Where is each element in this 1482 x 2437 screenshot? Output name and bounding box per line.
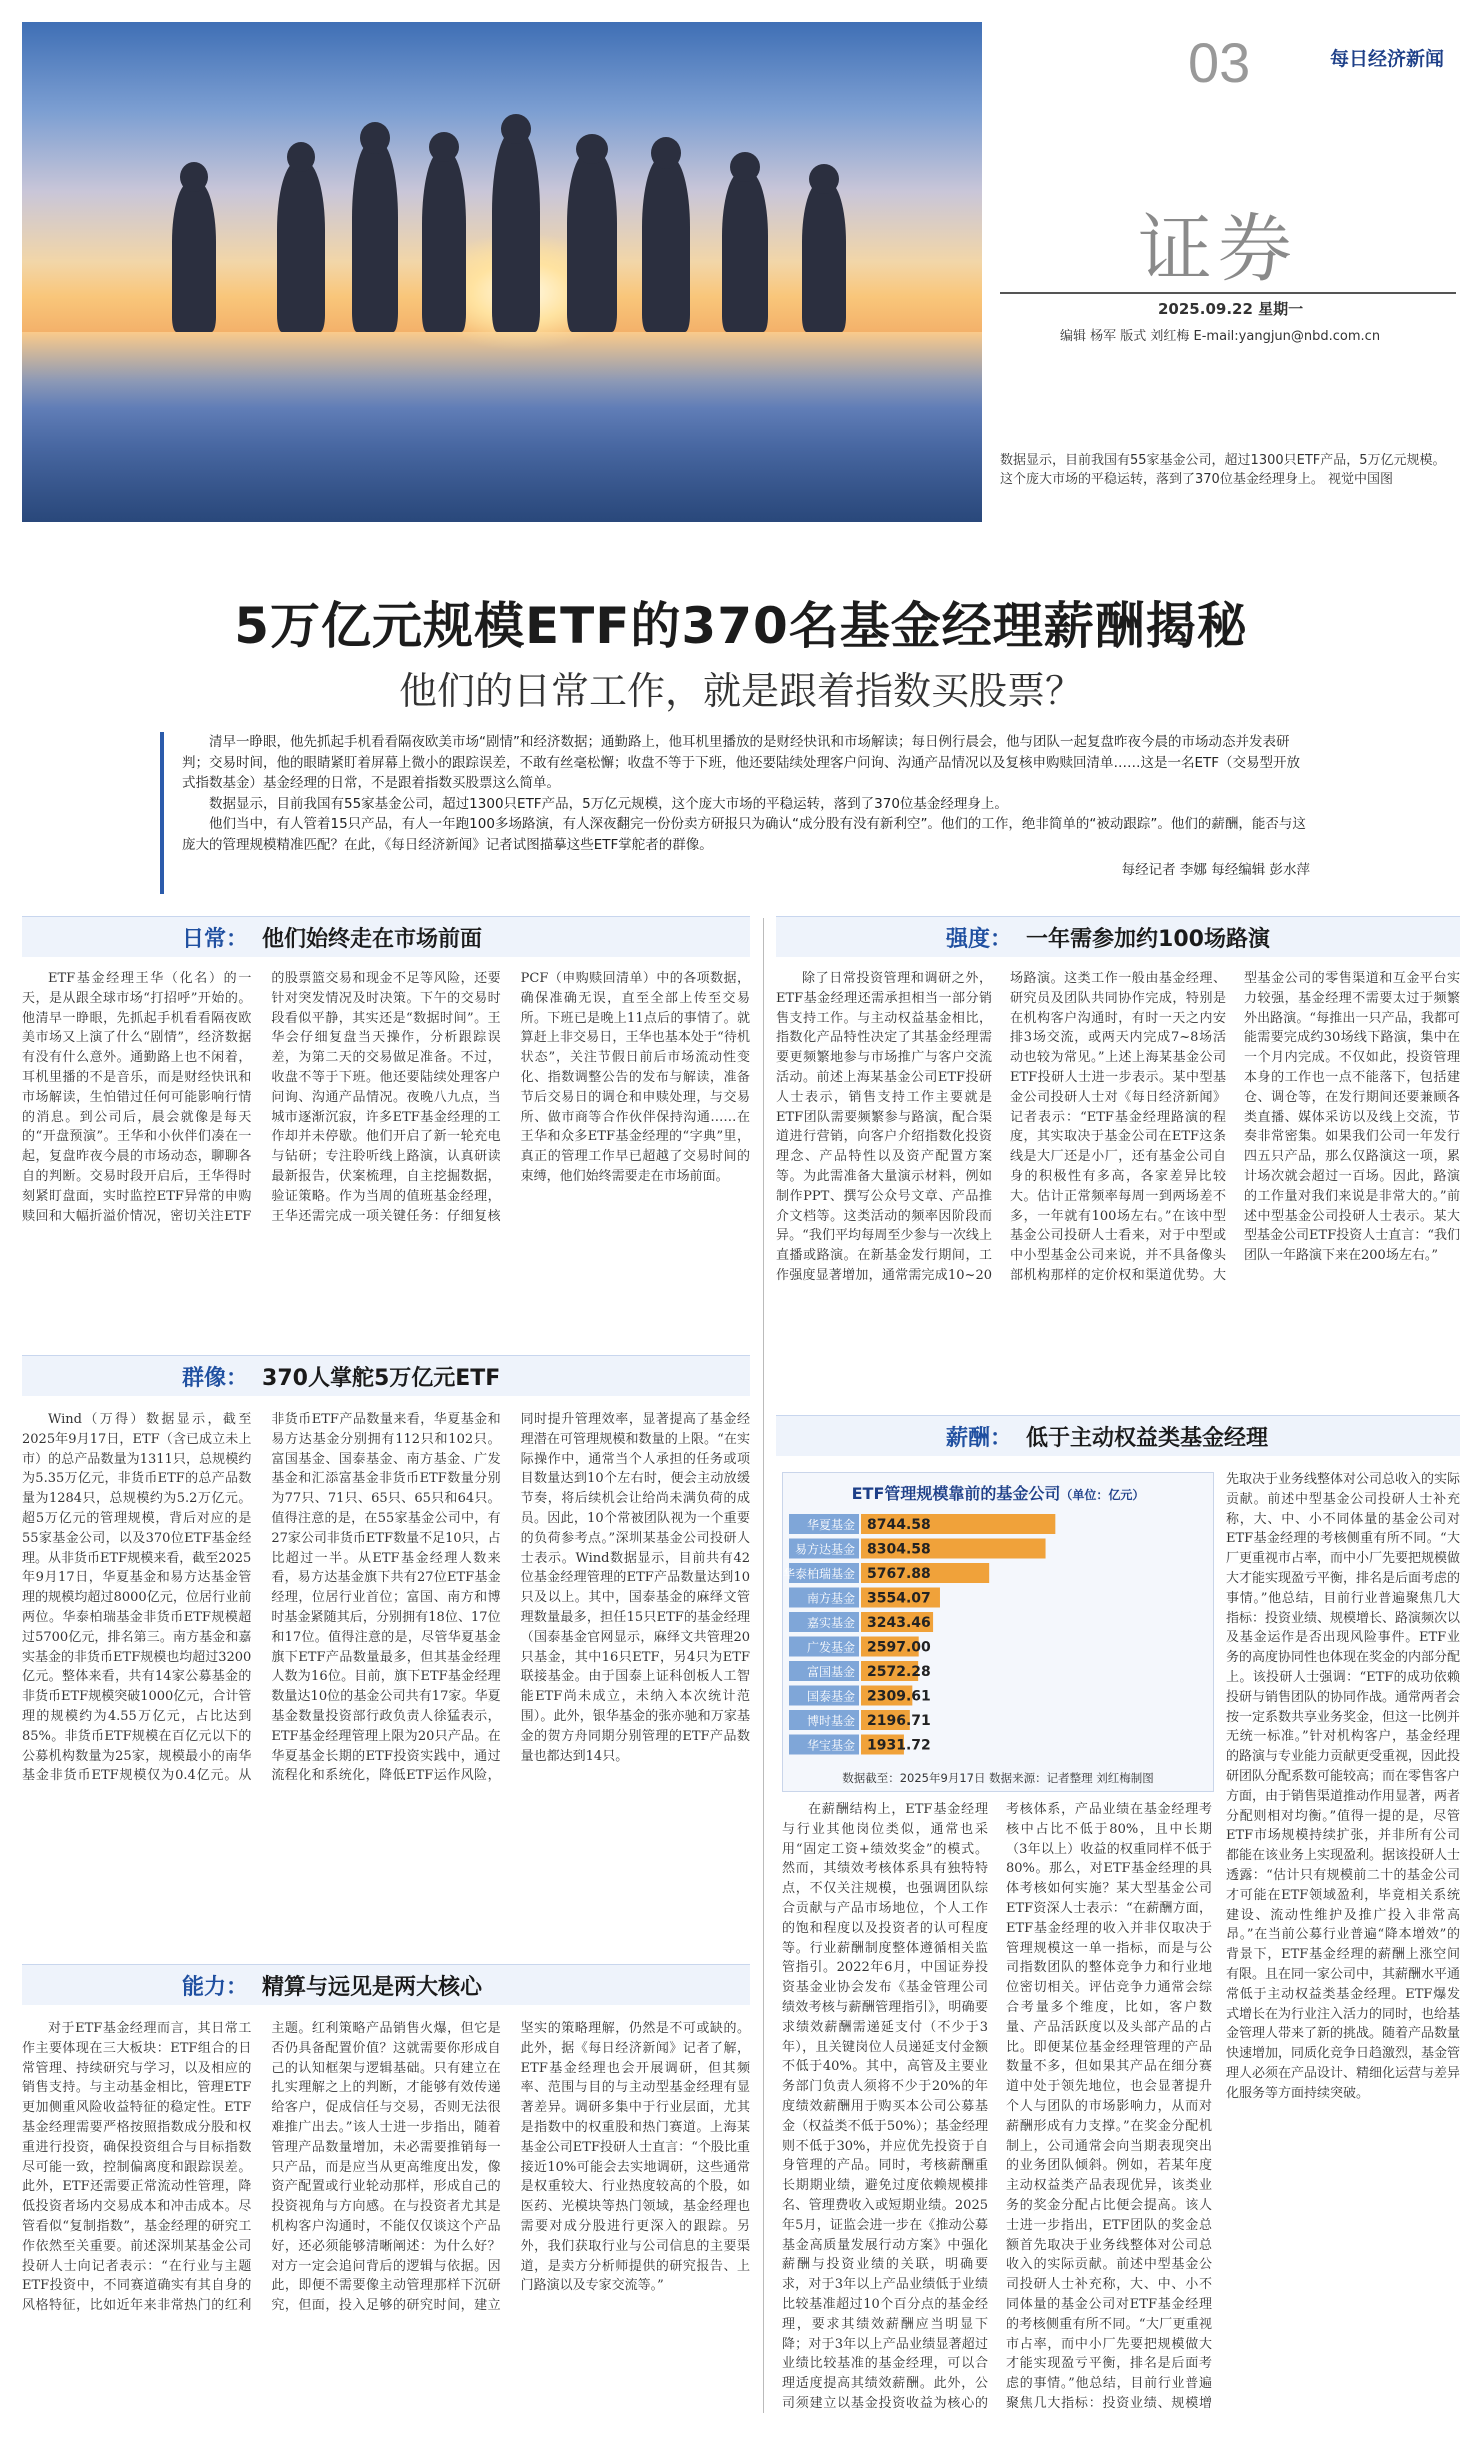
silhouette-head bbox=[360, 122, 390, 154]
article-text: 除了日常投资管理和调研之外，ETF基金经理还需承担相当一部分销售支持工作。与主动权益基金相比，指数化产品特性决定了其基金经理需要更频繁地参与市场推广与客户交流活动。前述上海某基金公司ETF投研人士表示，销售支持工作主要就是ETF团队需要频繁参与路演，配合渠道进行营销，向客户介绍指数化投资理念、产品特性以及资产配置方案等。为此需准备大量演示材料，例如制作PPT、撰写公众号文章、产品推介文档等。这类活动的频率因阶段而异。“我们平均每周至少参与一次线上直播或路演。在新基金发行期间，工作强度显著增加，通常需完成10~20场路演。这类工作一般由基金经理、研究员及团队共同协作完成，特别是在机构客户沟通时，有时一天之内安排3场交流，或两天内完成7~8场活动也较为常见。”上述上海某基金公司ETF投研人士进一步表示。某中型基金公司投研人士对《每日经济新闻》记者表示：“ETF基金经理路演的程度，其实取决于基金公司在ETF这条线是大厂还是小厂，还有基金公司自身的积极性有多高，各家差异比较大。估计正常频率每周一到两场差不多，一年就有100场左右。”在该中型基金公司投研人士看来，对于中型或中小型基金公司来说，并不具备像头部机构那样的定价权和渠道优势。大型基金公司的零售渠道和互金平台实力较强，基金经理不需要太过于频繁外出路演。“每推出一只产品，我都可能需要完成约30场线下路演，集中在一个月内完成。不仅如此，投资管理本身的工作也一点不能落下，包括建仓、调仓等，在发行期间还要兼顾各类直播、媒体采访以及线上交流，节奏非常密集。如果我们公司一年发行四五只产品，那么仅路演这一项，累计场次就会超过一百场。因此，路演的工作量对我们来说是非常大的。”前述中型基金公司投研人士表示。某大型基金公司ETF投资人士直言：“我们团队一年路演下来在200场左右。” bbox=[776, 971, 1460, 1283]
silhouette-person bbox=[277, 162, 325, 332]
section-ability bbox=[22, 1964, 750, 2419]
data-label: 1931.72 bbox=[867, 1737, 931, 1754]
section-header bbox=[22, 1355, 750, 1396]
section-key: 强度： bbox=[946, 926, 1013, 952]
silhouette-person bbox=[422, 152, 466, 332]
silhouette-head bbox=[730, 152, 760, 182]
section-title: 370人掌舵5万亿元ETF bbox=[262, 1365, 501, 1391]
section-rule bbox=[1000, 292, 1456, 294]
bar-chart bbox=[783, 1504, 1213, 1766]
article-text: 对于ETF基金经理而言，其日常工作主要体现在三大板块：ETF组合的日常管理、持续研究与学习，以及相应的销售支持。与主动基金相比，管理ETF更加侧重风险收益特征的稳定性。ETF基金经理需要严格按照指数成分股和权重进行投资，确保投资组合与目标指数尽可能一致，控制偏离度和跟踪误差。此外，ETF还需要正常流动性管理，降低投资者场内交易成本和冲击成本。尽管看似“复制指数”，基金经理的研究工作依然至关重要。前述深圳某基金公司投研人士向记者表示：“在行业与主题ETF投资中，不同赛道确实有其自身的风格特征，比如近年来非常热门的红利主题。红利策略产品销售火爆，但它是否仍具备配置价值？这就需要你形成自己的认知框架与逻辑基础。只有建立在扎实理解之上的判断，才能够有效传递给客户，促成信任与交易，否则无法很难推广出去。”该人士进一步指出，随着管理产品数量增加，未必需要推销每一只产品，而是应当从更高维度出发，像资产配置或行业轮动那样，形成自己的投资视角与方向感。在与投资者尤其是机构客户沟通时，不能仅仅谈这个产品好，还必须能够清晰阐述：为什么好？对方一定会追问背后的逻辑与依据。因此，即便不需要像主动管理那样下沉研究，但面，投入足够的研究时间，建立坚实的策略理解，仍然是不可或缺的。此外，据《每日经济新闻》记者了解，ETF基金经理也会开展调研，但其频率、范围与目的与主动型基金经理有显著差异。调研多集中于行业层面，尤其是指数中的权重股和热门赛道。上海某基金公司ETF投研人士直言：“个股比重接近10%可能会去实地调研，这些通常是权重较大、行业热度较高的个股，如医药、光模块等热门领域，基金经理也需要对成分股进行更深入的跟踪。另外，我们获取行业与公司信息的主要渠道，是卖方分析师提供的研究报告、上门路演以及专家交流等。” bbox=[22, 2021, 750, 2314]
data-label: 8744.58 bbox=[867, 1517, 931, 1533]
section-key: 能力： bbox=[182, 1974, 249, 2000]
editor-credits: 编辑 杨军 版式 刘红梅 E-mail:yangjun@nbd.com.cn bbox=[1060, 329, 1381, 344]
paper-name: 每日经济新闻 bbox=[1330, 48, 1445, 70]
section-title: 低于主动权益类基金经理 bbox=[1026, 1425, 1269, 1451]
category-label: 华泰柏瑞基金 bbox=[783, 1567, 855, 1581]
section-header bbox=[22, 916, 750, 957]
silhouette-head bbox=[180, 162, 208, 192]
silhouette-person bbox=[352, 142, 398, 332]
data-label: 2572.28 bbox=[867, 1664, 931, 1680]
silhouette-person bbox=[722, 172, 768, 332]
salary-body-left bbox=[782, 1800, 1212, 2415]
article-text: ETF基金经理王华（化名）的一天，是从跟全球市场“打招呼”开始的。他清早一睁眼，先抓起手机看看隔夜欧美市场又上演了什么“剧情”，经济数据有没有什么意外。通勤路上也不闲着，耳机里播的不是音乐，而是财经快讯和市场解读，生怕错过任何可能影响行情的消息。到公司后，晨会就像是每天的“开盘预演”。王华和小伙伴们凑在一起，复盘昨夜今晨的市场动态，聊聊各自的判断。交易时段开启后，王华得时刻紧盯盘面，实时监控ETF异常的申购赎回和大幅折溢价情况，密切关注ETF的股票篮交易和现金不足等风险，还要针对突发情况及时决策。下午的交易时段看似平静，其实还是“数据时间”。王华会仔细复盘当天操作，分析跟踪误差，为第二天的交易做足准备。不过，收盘不等于下班。他还要陆续处理客户问询、沟通产品情况。夜晚八九点，当城市逐渐沉寂，许多ETF基金经理的工作却并未停歇。他们开启了新一轮充电与钻研；专注聆听线上路演，认真研读最新报告，伏案梳理，自主挖掘数据，验证策略。作为当周的值班基金经理，王华还需完成一项关键任务：仔细复核PCF（申购赎回清单）中的各项数据，确保准确无误，直至全部上传至交易所。下班已是晚上11点后的事情了。就算赶上非交易日，王华也基本处于“待机状态”，关注节假日前后市场流动性变化、指数调整公告的发布与解读，准备节后交易日的调仓和申赎处理，与交易所、做市商等合作伙伴保持沟通……在王华和众多ETF基金经理的“字典”里，真正的管理工作早已超越了交易时间的束缚，他们始终需要走在市场前面。 bbox=[22, 971, 750, 1224]
lead-paragraph: 他们当中，有人管着15只产品，有人一年跑100多场路演，有人深夜翻完一份份卖方研报只为确认“成分股有没有新利空”。他们的工作，绝非简单的“被动跟踪”。他们的薪酬，能否与这庞大的管理规模精准匹配？在此，《每日经济新闻》记者试图描摹这些ETF掌舵者的群像。 bbox=[182, 816, 1306, 853]
lead-box bbox=[160, 732, 1310, 894]
data-label: 2309.61 bbox=[867, 1688, 931, 1705]
data-label: 5767.88 bbox=[867, 1566, 931, 1582]
section-daily bbox=[22, 916, 750, 1409]
chart-note: 数据截至：2025年9月17日 数据来源：记者整理 刘红梅制图 bbox=[842, 1771, 1154, 1785]
chart-panel bbox=[782, 1472, 1214, 1792]
section-title: 他们始终走在市场前面 bbox=[262, 926, 483, 952]
category-label: 嘉实基金 bbox=[806, 1616, 855, 1630]
silhouette-head bbox=[501, 114, 531, 144]
section-header bbox=[22, 1964, 750, 2005]
article-text: 在薪酬结构上，ETF基金经理与行业其他岗位类似，通常也采用“固定工资+绩效奖金”的模式。然而，其绩效考核体系具有独特特点，不仅关注规模，也强调团队综合贡献与产品市场地位，个人工作的饱和程度以及投资者的认可程度等。行业薪酬制度整体遵循相关监管指引。2022年6月，中国证券投资基金业协会发布《基金管理公司绩效考核与薪酬管理指引》，明确要求绩效薪酬需递延支付（不少于3年），且关键岗位人员递延支付金额不低于40%。其中，高管及主要业务部门负责人须将不少于20%的年度绩效薪酬用于购买本公司公募基金（权益类不低于50%）；基金经理则不低于30%，并应优先投资于自身管理的产品。同时，考核薪酬重长期期业绩，避免过度依赖规模排名、管理费收入或短期业绩。2025年5月，证监会进一步在《推动公募基金高质量发展行动方案》中强化薪酬与投资业绩的关联，明确要求，对于3年以上产品业绩低于业绩比较基准超过10个百分点的基金经理，要求其绩效薪酬应当明显下降；对于3年以上产品业绩显著超过业绩比较基准的基金经理，可以合理适度提高其绩效薪酬。此外，公司须建立以基金投资收益为核心的考核体系，产品业绩在基金经理考核中占比不低于80%，且中长期（3年以上）收益的权重同样不低于80%。那么，对ETF基金经理的具体考核如何实施？某大型基金公司ETF资深人士表示：“在薪酬方面，ETF基金经理的收入并非仅取决于管理规模这一单一指标，而是与公司指数团队的整体竞争力和行业地位密切相关。评估竞争力通常会综合考量多个维度，比如，客户数量、产品活跃度以及头部产品的占比。即便某位基金经理管理的产品数量不多，但如果其产品在细分赛道中处于领先地位，也会显著提升个人与团队的市场影响力，从而对薪酬形成有力支撑。”在奖金分配机制上，公司通常会向当期表现突出的业务团队倾斜。例如，若某年度主动权益类产品表现优异，该类业务的奖金分配占比便会提高。该人士进一步指出，ETF团队的奖金总额首先取决于业务线整体对公司总收入的实际贡献。前述中型基金公司投研人士补充称，大、中、小不同体量的基金公司对ETF基金经理的考核侧重有所不同。“大厂更重视市占率，而中小厂先要把规模做大才能实现盈亏平衡，排名是后面考虑的事情。”他总结，目前行业普遍聚焦几大指标：投资业绩、规模增 bbox=[782, 1802, 1212, 2411]
section-header bbox=[776, 1415, 1460, 1456]
silhouette-person bbox=[802, 182, 846, 332]
data-label: 2196.71 bbox=[867, 1713, 931, 1729]
section-title: 精算与远见是两大核心 bbox=[262, 1974, 483, 2000]
chart-title bbox=[783, 1481, 1213, 1504]
category-label: 华宝基金 bbox=[806, 1738, 855, 1753]
section-body bbox=[22, 1410, 750, 1925]
subheadline: 他们的日常工作，就是跟着指数买股票？ bbox=[398, 669, 1083, 713]
category-label: 富国基金 bbox=[806, 1665, 855, 1679]
section-key: 薪酬： bbox=[946, 1425, 1013, 1451]
photo-caption: 数据显示，目前我国有55家基金公司，超过1300只ETF产品，5万亿元规模。这个庞大市场的平稳运转，落到了370位基金经理身上。 视觉中国图 bbox=[1000, 453, 1446, 487]
silhouette-person bbox=[642, 157, 690, 332]
salary-body-right bbox=[1226, 1470, 1460, 2415]
section-intensity bbox=[776, 916, 1460, 1414]
section-body bbox=[776, 969, 1460, 1414]
issue-date: 2025.09.22 星期一 bbox=[1158, 300, 1304, 318]
silhouette-head bbox=[429, 132, 459, 162]
silhouette-head bbox=[809, 164, 839, 194]
silhouette-person bbox=[567, 152, 617, 332]
category-label: 博时基金 bbox=[806, 1714, 855, 1728]
page-number: 03 bbox=[1188, 31, 1251, 94]
silhouette-head bbox=[576, 134, 608, 164]
chart-title-text: ETF管理规模靠前的基金公司 bbox=[851, 1484, 1061, 1503]
section-title: 一年需参加约100场路演 bbox=[1026, 926, 1270, 952]
data-label: 3554.07 bbox=[867, 1590, 931, 1607]
article-text: Wind（万得）数据显示，截至2025年9月17日，ETF（含已成立未上市）的总产品数量为1311只，总规模约为5.35万亿元，非货币ETF的总产品数量为1284只，总规模约为5.2万亿元。超5万亿元的管理规模，背后对应的是55家基金公司，以及370位ETF基金经理。从非货币ETF规模来看，截至2025年9月17日，华夏基金和易方达基金管理的规模均超过8000亿元，位居行业前两位。华泰柏瑞基金非货币ETF规模超过5700亿元，排名第三。南方基金和嘉实基金的非货币ETF规模也均超过3200亿元。整体来看，共有14家公募基金的非货币ETF规模突破1000亿元，合计管理的规模约为4.55万亿元，占比达到85%。非货币ETF规模在百亿元以下的公募机构数量为25家，规模最小的南华基金非货币ETF规模仅为0.4亿元。从非货币ETF产品数量来看，华夏基金和易方达基金分别拥有112只和102只。富国基金、国泰基金、南方基金、广发基金和汇添富基金非货币ETF数量分别为77只、71只、65只、65只和64只。值得注意的是，在55家基金公司中，有27家公司非货币ETF数量不足10只，占比超过一半。从ETF基金经理人数来看，易方达基金旗下共有27位ETF基金经理，位居行业首位；富国、南方和博时基金紧随其后，分别拥有18位、17位和17位。值得注意的是，尽管华夏基金旗下ETF产品数量最多，但其基金经理人数为16位。目前，旗下ETF基金经理数量达10位的基金公司共有17家。华夏基金数量投资部行政负责人徐猛表示，ETF基金经理管理上限为20只产品。在华夏基金长期的ETF投资实践中，通过流程化和系统化，降低ETF运作风险，同时提升管理效率，显著提高了基金经理潜在可管理规模和数量的上限。“在实际操作中，通常当个人承担的任务或项目数量达到10个左右时，便会主动放缓节奏，将后续机会让给尚未满负荷的成员。因此，10个常被团队视为一个重要的负荷参考点。”深圳某基金公司投研人士表示。Wind数据显示，目前共有42位基金经理管理的ETF产品数量达到10只及以上。其中，国泰基金的麻绎文管理数量最多，担任15只ETF的基金经理（国泰基金官网显示，麻绎文共管理20只基金，其中16只ETF，另4只为ETF联接基金。由于国泰上证科创板人工智能ETF尚未成立，未纳入本次统计范围）。此外，银华基金的张亦驰和万家基金的贺方舟同期分别管理的ETF产品数量也都达到14只。 bbox=[22, 1412, 750, 1784]
lead-paragraph: 清早一睁眼，他先抓起手机看看隔夜欧美市场“剧情”和经济数据；通勤路上，他耳机里播放的是财经快讯和市场解读；每日例行晨会，他与团队一起复盘昨夜今晨的市场动态并发表研判；交易时间，他的眼睛紧盯着屏幕上微小的跟踪误差，不敢有丝毫松懈；收盘不等于下班，他还要陆续处理客户问询、沟通产品情况以及复核申购赎回清单……这是一名ETF（交易型开放式指数基金）基金经理的日常，不是跟着指数买股票这么简单。 bbox=[182, 734, 1301, 792]
silhouette-person bbox=[172, 182, 216, 332]
category-label: 国泰基金 bbox=[806, 1689, 855, 1704]
category-label: 华夏基金 bbox=[806, 1518, 855, 1532]
section-body bbox=[22, 969, 750, 1409]
lead-paragraph: 数据显示，目前我国有55家基金公司，超过1300只ETF产品，5万亿元规模，这个庞大市场的平稳运转，落到了370位基金经理身上。 bbox=[209, 795, 1008, 812]
data-label: 8304.58 bbox=[867, 1541, 931, 1558]
silhouette-head bbox=[287, 142, 315, 172]
section-salary bbox=[776, 1415, 1460, 1456]
category-label: 易方达基金 bbox=[794, 1542, 855, 1557]
section-portrait bbox=[22, 1355, 750, 1925]
chart-unit: （单位：亿元） bbox=[1060, 1488, 1145, 1502]
water-reflection bbox=[22, 332, 982, 522]
section-body bbox=[22, 2019, 750, 2419]
silhouette-person bbox=[492, 132, 540, 332]
byline: 每经记者 李娜 每经编辑 彭水萍 bbox=[1121, 861, 1310, 878]
category-label: 南方基金 bbox=[806, 1591, 855, 1606]
section-key: 日常： bbox=[182, 926, 249, 952]
silhouette-head bbox=[651, 137, 681, 169]
cover-photo bbox=[22, 22, 982, 522]
column-divider bbox=[763, 918, 764, 2413]
article-text-continued: 先取决于业务线整体对公司总收入的实际贡献。前述中型基金公司投研人士补充称，大、中、小不同体量的基金公司对ETF基金经理的考核侧重有所不同。“大厂更重视市占率，而中小厂先要把规模做大才能实现盈亏平衡，排名是后面考虑的事情。”他总结，目前行业普遍聚焦几大指标：投资业绩、规模增长、路演频次以及基金运作是否出现风险事件。ETF业务的高度协同性也体现在奖金的内部分配上。该投研人士强调：“ETF的成功依赖投研与销售团队的协同作战。通常两者会按一定系数共享业务奖金，但这一比例并无统一标准。”针对机构客户，基金经理的路演与专业能力贡献更受重视，因此投研团队分配系数可能较高；而在零售客户方面，由于销售渠道推动作用显著，两者分配则相对均衡。”值得一提的是，尽管ETF市场规模持续扩张，并非所有公司都能在该业务上实现盈利。据该投研人士透露：“估计只有规模前二十的基金公司才可能在ETF领域盈利，毕竟相关系统建设、流动性维护及推广投入非常高昂。”在当前公募行业普遍“降本增效”的背景下，ETF基金经理的薪酬上涨空间有限。且在同一家公司中，其薪酬水平通常低于主动权益类基金经理。ETF爆发式增长在为行业注入活力的同时，也给基金管理人带来了新的挑战。随着产品数量快速增加，同质化竞争日趋激烈，基金管理人必须在产品设计、精细化运营与差异化服务等方面持续突破。 bbox=[1226, 1472, 1460, 2101]
section-key: 群像： bbox=[182, 1365, 249, 1391]
section-title: 证券 bbox=[1138, 206, 1298, 292]
section-header bbox=[776, 916, 1460, 957]
data-label: 2597.00 bbox=[867, 1639, 931, 1656]
headline: 5万亿元规模ETF的370名基金经理薪酬揭秘 bbox=[234, 597, 1248, 655]
data-label: 3243.46 bbox=[867, 1615, 931, 1631]
category-label: 广发基金 bbox=[806, 1640, 855, 1655]
